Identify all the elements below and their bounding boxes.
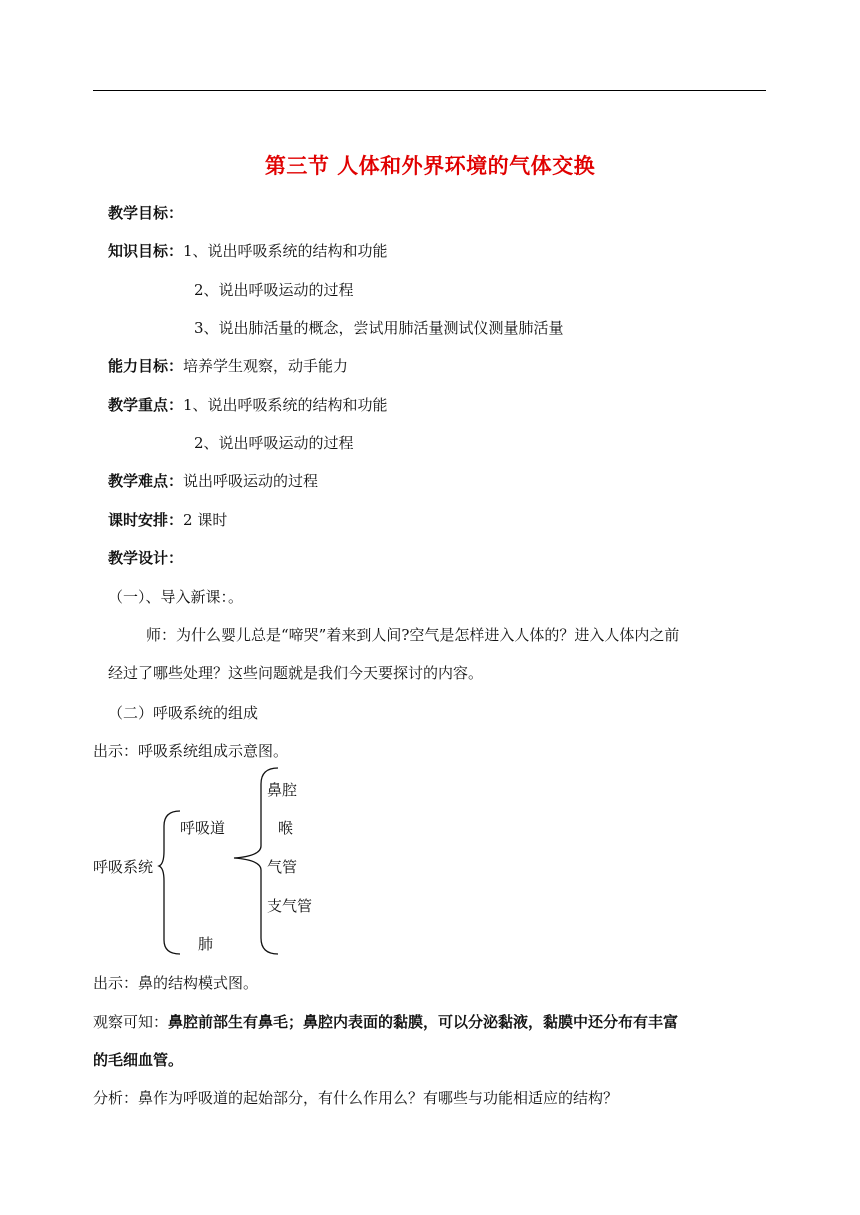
ability-objective-text: 培养学生观察，动手能力 [183, 357, 349, 375]
schedule-text: 2 课时 [183, 511, 228, 529]
knowledge-objective-label: 知识目标： [108, 242, 184, 260]
diagram-airway-part: 支气管 [267, 897, 313, 915]
diagram-airway-part: 喉 [278, 819, 294, 837]
diagram-branch-lung: 肺 [198, 935, 214, 953]
section-respiratory-system: （二）呼吸系统的组成 [108, 704, 259, 722]
key-point-item: 1、说出呼吸系统的结构和功能 [183, 396, 388, 414]
observation-bold-continuation: 的毛细血管。 [93, 1051, 184, 1069]
analysis-line: 分析：鼻作为呼吸道的起始部分，有什么作用么？有哪些与功能相适应的结构？ [93, 1089, 619, 1107]
diagram-root: 呼吸系统 [93, 858, 154, 876]
knowledge-item: 1、说出呼吸系统的结构和功能 [183, 242, 388, 260]
page-title: 第三节 人体和外界环境的气体交换 [264, 153, 596, 178]
show-diagram-note: 出示：呼吸系统组成示意图。 [93, 742, 289, 760]
brace-system [159, 811, 180, 954]
brace-airway [234, 768, 278, 954]
diagram-airway-part: 鼻腔 [267, 781, 298, 799]
difficulty-text: 说出呼吸运动的过程 [183, 472, 319, 490]
observation-bold: 鼻腔前部生有鼻毛；鼻腔内表面的黏膜，可以分泌黏液，黏膜中还分布有丰富 [168, 1013, 679, 1031]
key-points-label: 教学重点： [108, 396, 184, 414]
section-intro: （一）、导入新课：。 [108, 588, 244, 606]
observation-prefix: 观察可知： [93, 1013, 169, 1031]
observation-line [93, 1012, 678, 1032]
objectives-heading-label: 教学目标： [108, 204, 184, 222]
key-point-item: 2、说出呼吸运动的过程 [194, 434, 354, 452]
show-nose-note: 出示：鼻的结构模式图。 [93, 974, 259, 992]
diagram-airway-part: 气管 [267, 858, 298, 876]
knowledge-item: 2、说出呼吸运动的过程 [194, 281, 354, 299]
ability-objective-label: 能力目标： [108, 357, 184, 375]
knowledge-item: 3、说出肺活量的概念，尝试用肺活量测试仪测量肺活量 [194, 319, 564, 337]
design-label: 教学设计： [108, 549, 184, 567]
teacher-paragraph-line: 师：为什么婴儿总是“啼哭”着来到人间?空气是怎样进入人体的？进入人体内之前 [146, 626, 680, 644]
teacher-paragraph-line: 经过了哪些处理？这些问题就是我们今天要探讨的内容。 [108, 664, 484, 682]
difficulty-label: 教学难点： [108, 472, 184, 490]
schedule-label: 课时安排： [108, 511, 184, 529]
diagram-branch-airway: 呼吸道 [180, 819, 226, 837]
